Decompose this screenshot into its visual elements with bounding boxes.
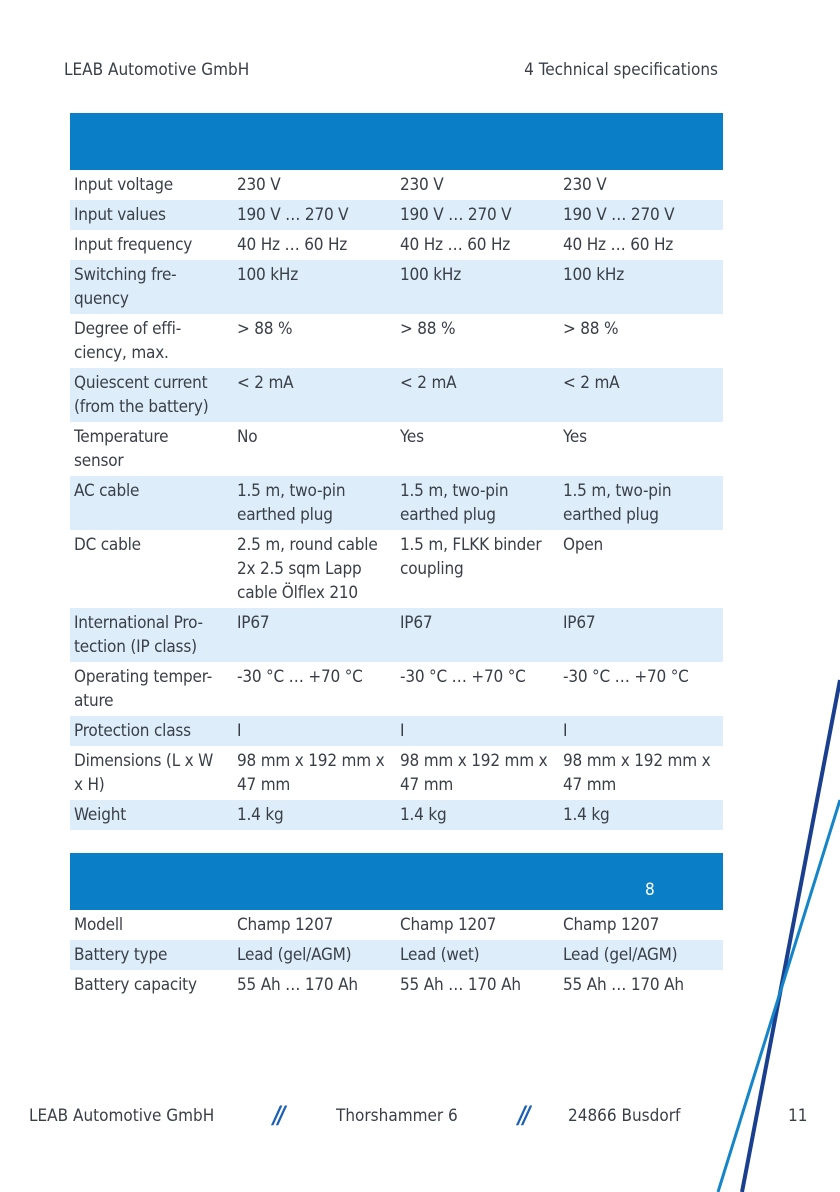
cell-value: < 2 mA <box>559 368 723 422</box>
row-label: International Pro- tection (IP class) <box>70 608 233 662</box>
cell-value: 40 Hz … 60 Hz <box>563 235 674 255</box>
cell-value: 190 V … 270 V <box>233 200 396 230</box>
cell-value: 1.5 m, two-pin earthed plug <box>559 476 723 530</box>
cell-value: Lead (gel/AGM) <box>233 940 396 970</box>
row-label: Modell <box>74 915 123 935</box>
cell-value: 98 mm x 192 mm x 47 mm <box>400 751 548 795</box>
page-number: 11 <box>788 1106 808 1126</box>
row-label: AC cable <box>70 476 233 530</box>
cell-value: 1.4 kg <box>559 800 723 830</box>
cell-value: 230 V <box>237 175 281 195</box>
row-label: Protection class <box>70 716 233 746</box>
row-label: Battery capacity <box>74 975 197 995</box>
cell-value: I <box>559 716 723 746</box>
cell-value: 1.4 kg <box>233 800 396 830</box>
cell-value: 40 Hz … 60 Hz <box>237 235 348 255</box>
cell-value: Lead (gel/AGM) <box>559 940 723 970</box>
cell-value: 40 Hz … 60 Hz <box>400 235 511 255</box>
row-label: Weight <box>70 800 233 830</box>
cell-value: Lead (wet) <box>396 940 559 970</box>
cell-value: > 88 % <box>237 319 293 339</box>
cell-value: 1.4 kg <box>396 800 559 830</box>
row-label: Temperature sensor <box>74 427 169 471</box>
cell-value: -30 °C … +70 °C <box>400 667 526 687</box>
cell-value: 190 V … 270 V <box>559 200 723 230</box>
cell-value: 98 mm x 192 mm x 47 mm <box>563 751 711 795</box>
cell-value: > 88 % <box>400 319 456 339</box>
row-label: Battery type <box>70 940 233 970</box>
cell-value: I <box>233 716 396 746</box>
header-company: LEAB Automotive GmbH <box>64 60 250 80</box>
cell-value: 100 kHz <box>233 260 396 314</box>
row-label: Input values <box>70 200 233 230</box>
cell-value: I <box>396 716 559 746</box>
footer-street: Thorshammer 6 <box>336 1106 458 1126</box>
stripe-dark <box>742 680 840 1192</box>
footer-city: 24866 Busdorf <box>568 1106 681 1126</box>
cell-value: Champ 1207 <box>400 915 497 935</box>
cell-value: Yes <box>400 427 424 447</box>
cell-value: Champ 1207 <box>237 915 334 935</box>
row-label: Quiescent current (from the battery) <box>70 368 233 422</box>
cell-value: 55 Ah … 170 Ah <box>400 975 521 995</box>
cell-value: 1.5 m, two-pin earthed plug <box>233 476 396 530</box>
row-label: Degree of effi- ciency, max. <box>74 319 182 363</box>
cell-value: Open <box>563 535 604 555</box>
row-label: DC cable <box>74 535 141 555</box>
stripe-light <box>718 800 840 1192</box>
row-label: Input voltage <box>74 175 174 195</box>
cell-value: -30 °C … +70 °C <box>237 667 363 687</box>
cell-value: No <box>237 427 258 447</box>
row-label: Dimensions (L x W x H) <box>74 751 214 795</box>
cell-value: IP67 <box>559 608 723 662</box>
cell-value: 190 V … 270 V <box>396 200 559 230</box>
cell-value: < 2 mA <box>396 368 559 422</box>
header-number: 8 <box>645 880 655 900</box>
cell-value: 230 V <box>400 175 444 195</box>
row-label: Operating temper- ature <box>74 667 213 711</box>
cell-value: IP67 <box>396 608 559 662</box>
cell-value: 1.5 m, FLKK binder coupling <box>400 535 542 579</box>
cell-value: Yes <box>563 427 587 447</box>
cell-value: 98 mm x 192 mm x 47 mm <box>237 751 385 795</box>
row-label: Input frequency <box>74 235 193 255</box>
footer-separator: // <box>518 1101 528 1129</box>
cell-value: 55 Ah … 170 Ah <box>237 975 358 995</box>
cell-value: IP67 <box>233 608 396 662</box>
row-label: Switching fre- quency <box>70 260 233 314</box>
cell-value: 230 V <box>563 175 607 195</box>
footer-separator: // <box>273 1101 283 1129</box>
cell-value: 2.5 m, round cable 2x 2.5 sqm Lapp cable Ölflex 210 <box>237 535 378 603</box>
cell-value: > 88 % <box>563 319 619 339</box>
cell-value: 100 kHz <box>559 260 723 314</box>
cell-value: -30 °C … +70 °C <box>563 667 689 687</box>
cell-value: Champ 1207 <box>563 915 660 935</box>
cell-value: 55 Ah … 170 Ah <box>563 975 684 995</box>
footer-company: LEAB Automotive GmbH <box>29 1106 215 1126</box>
header-section: 4 Technical specifications <box>524 60 718 80</box>
cell-value: 100 kHz <box>396 260 559 314</box>
cell-value: < 2 mA <box>233 368 396 422</box>
cell-value: 1.5 m, two-pin earthed plug <box>396 476 559 530</box>
